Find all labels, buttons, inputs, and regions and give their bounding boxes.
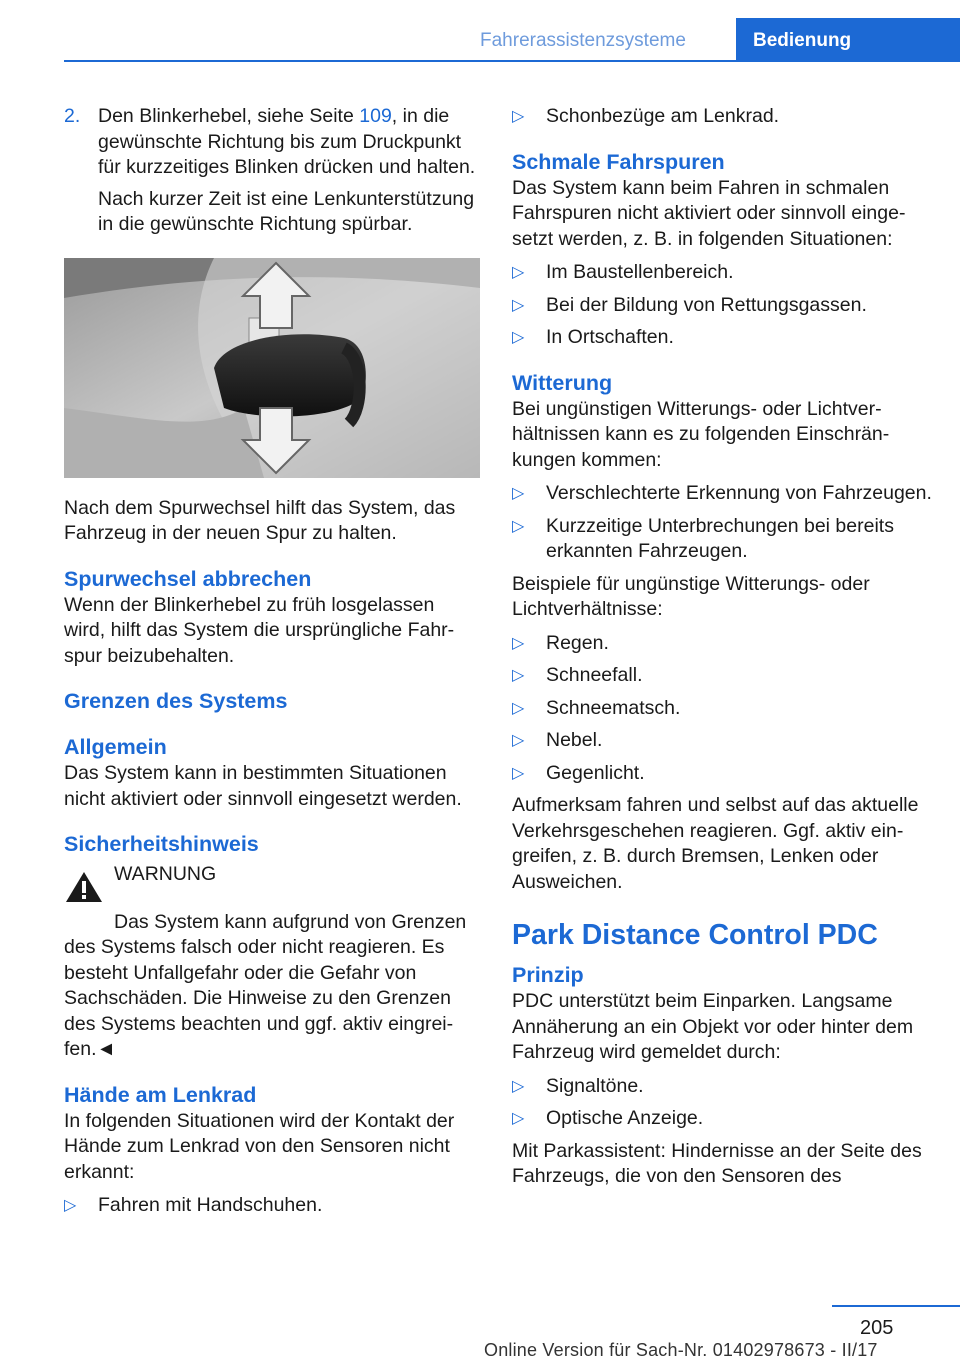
list-item: ▷ Kurzzeitige Unterbrechungen bei bereits erkannten Fahrzeugen.	[512, 514, 894, 562]
list-item: ▷ Verschlechterte Erkennung von Fahrzeugen.	[512, 482, 932, 504]
heading-prinzip: Prinzip	[512, 963, 584, 987]
page-number: 205	[860, 1317, 894, 1339]
witterung-closing: Aufmerksam fahren und selbst auf das aktuelle Verkehrsgeschehen reagieren. Ggf. aktiv eingreifen, z. B. durch Bremsen, Lenken oder Ausweichen.	[512, 794, 919, 893]
step-text-end: , in die gewünschte Richtung bis zum Druckpunkt für kurzzeitiges Blinken drücken und halten.	[98, 105, 476, 178]
witterung-examples-intro: Beispiele für ungünstige Witterungs- oder Lichtverhältnisse:	[512, 572, 870, 620]
warning-triangle-icon	[64, 870, 104, 904]
list-item: ▷ Optische Anzeige.	[512, 1107, 704, 1129]
warning-label: WARNUNG	[114, 863, 217, 885]
step-2	[64, 104, 480, 244]
list-item: ▷ Nebel.	[512, 729, 603, 751]
page-link[interactable]: 109	[359, 105, 392, 127]
schmal-text: Das System kann beim Fahren in schmalen Fahrspuren nicht aktiviert oder sinnvoll eingesetzt werden, z. B. in folgenden Situationen:	[512, 176, 906, 250]
heading-grenzen: Grenzen des Systems	[64, 689, 288, 713]
header-section: Fahrerassistenzsysteme	[480, 30, 686, 51]
list-item: ▷ Regen.	[512, 631, 609, 654]
warning-text: Das System kann aufgrund von Grenzen des Systems falsch oder nicht reagieren. Es besteht Unfallgefahr oder die Gefahr von Sachschäden. Die Hinweise zu den Grenzen des Systems beachten und ggf. aktiv eingreifen.◄	[64, 910, 467, 1060]
heading-allgemein: Allgemein	[64, 735, 167, 759]
list-item: ▷ Bei der Bildung von Rettungsgassen.	[512, 293, 867, 316]
list-item: ▷ Signaltöne.	[512, 1074, 644, 1097]
list-item: ▷ Fahren mit Handschuhen.	[64, 1194, 323, 1216]
witterung-text: Bei ungünstigen Witterungs- oder Lichtverhältnissen kann es zu folgenden Einschränkungen kommen:	[512, 397, 890, 471]
heading-witterung: Witterung	[512, 370, 613, 395]
heading-spurwechsel: Spurwechsel abbrechen	[64, 566, 312, 591]
turn-signal-lever-photo	[64, 258, 480, 478]
list-item: ▷ Gegenlicht.	[512, 761, 645, 784]
heading-sicherheitshinweis: Sicherheitshinweis	[64, 832, 259, 856]
list-item: ▷ In Ortschaften.	[512, 326, 674, 348]
list-item: ▷ Schneefall.	[512, 664, 643, 686]
pdc-continued: Mit Parkassistent: Hindernisse an der Seite des Fahrzeugs, die von den Sensoren des	[512, 1139, 922, 1187]
left-column	[64, 104, 480, 1226]
footer-text: Online Version für Sach-Nr. 01402978673 - II/17	[484, 1340, 878, 1360]
list-item: ▷ Schonbezüge am Lenkrad.	[512, 105, 780, 127]
list-item: ▷ Im Baustellenbereich.	[512, 261, 734, 283]
pdc-text: PDC unterstützt beim Einparken. Langsame Annäherung an ein Objekt vor oder hinter dem Fahrzeug wird gemeldet durch:	[512, 990, 914, 1063]
list-item: ▷ Schneematsch.	[512, 696, 681, 719]
heading-schmale-fahrspuren: Schmale Fahrspuren	[512, 149, 725, 174]
header-tab: Bedienung	[736, 18, 960, 62]
step-note: Nach kurzer Zeit ist eine Lenkunterstützung in die gewünschte Richtung spürbar.	[98, 187, 475, 235]
after-image-text: Nach dem Spurwechsel hilft das System, das Fahrzeug in der neuen Spur zu halten.	[64, 496, 456, 544]
spurwechsel-text: Wenn der Blinkerhebel zu früh losgelassen wird, hilft das System die ursprüngliche Fahrspur beizubehalten.	[64, 593, 455, 667]
heading-pdc: Park Distance Control PDC	[512, 919, 878, 951]
allgemein-text: Das System kann in bestimmten Situationen nicht aktiviert oder sinnvoll eingesetzt werden.	[64, 762, 462, 810]
step-number: 2.	[64, 105, 81, 127]
haende-text: In folgenden Situationen wird der Kontakt der Hände zum Lenkrad von den Sensoren nicht erkannt:	[64, 1109, 455, 1183]
footer-rule	[832, 1305, 960, 1307]
step-text: Den Blinkerhebel, siehe Seite	[98, 105, 360, 127]
heading-haende: Hände am Lenkrad	[64, 1082, 257, 1107]
right-column	[512, 104, 932, 1198]
warning-block	[64, 862, 480, 912]
